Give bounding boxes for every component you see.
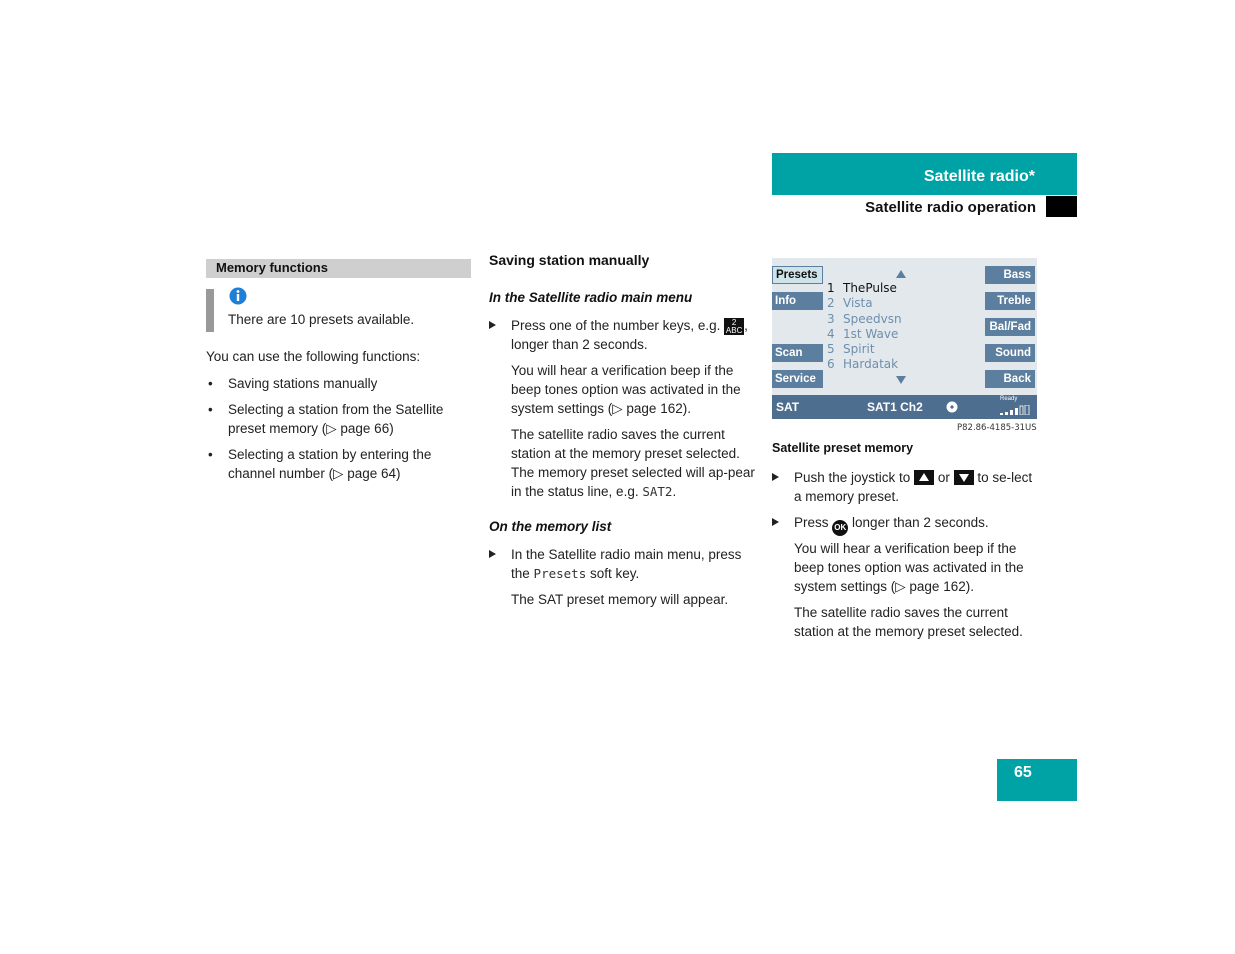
service-softkey[interactable]: Service	[772, 370, 823, 388]
page-number: 65	[1014, 764, 1032, 781]
preset-item[interactable]: 1 ThePulse	[827, 281, 897, 295]
joystick-down-icon	[954, 470, 974, 485]
status-channel: SAT1 Ch2	[867, 400, 923, 414]
info-note: There are 10 presets available.	[228, 312, 415, 327]
ok-button-icon: OK	[832, 520, 848, 536]
step-arrow-icon	[489, 550, 496, 558]
bullet-item: • Saving stations manually	[208, 376, 378, 391]
memory-functions-heading	[206, 259, 471, 278]
step-arrow-icon	[489, 321, 496, 329]
chapter-header	[772, 153, 1077, 195]
bullet-item: • Selecting a station by entering the channel number (▷ page 64)	[208, 447, 432, 481]
info-icon	[229, 287, 247, 305]
sat-preset-screen	[772, 258, 1037, 419]
disc-icon	[946, 401, 958, 413]
sound-softkey[interactable]: Sound	[985, 344, 1035, 362]
number-key-2-icon: 2 ABC	[725, 318, 743, 335]
saves-station-text: The satellite radio saves the current station at the memory preset selected. The memory preset selected will ap-pear in the status line, e.g. SAT2.	[511, 427, 755, 499]
status-band: SAT	[776, 400, 800, 414]
step-push-joystick: Push the joystick to or to se-lect a memory preset.	[772, 468, 1042, 508]
verification-beep-text: You will hear a verification beep if the beep tones option was activated in the system settings (▷ page 162).	[511, 363, 741, 416]
saves-station-text-2: The satellite radio saves the current station at the memory preset selected.	[794, 605, 1023, 639]
section-marker	[1046, 196, 1077, 217]
preset-item[interactable]: 2 Vista	[827, 296, 873, 310]
step-arrow-icon	[772, 518, 779, 526]
figure-caption: Satellite preset memory	[772, 441, 914, 455]
presets-softkey[interactable]: Presets	[772, 266, 823, 284]
preset-item[interactable]: 5 Spirit	[827, 342, 875, 356]
memory-appears-text: The SAT preset memory will appear.	[511, 592, 729, 607]
joystick-up-icon	[914, 470, 934, 485]
bass-softkey[interactable]: Bass	[985, 266, 1035, 284]
saving-heading: Saving station manually	[489, 252, 650, 268]
step-press-presets: In the Satellite radio main menu, press the Presets soft key.	[489, 545, 759, 585]
signal-strength-icon	[1000, 405, 1032, 415]
intro-text: You can use the following functions:	[206, 349, 421, 364]
step-press-number-key: Press one of the number keys, e.g. 2 ABC , longer than 2 seconds.	[489, 316, 759, 356]
verification-beep-text-2: You will hear a verification beep if the beep tones option was activated in the system settings (▷ page 162).	[794, 541, 1024, 594]
subheading-main-menu: In the Satellite radio main menu	[489, 290, 693, 305]
balfad-softkey[interactable]: Bal/Fad	[985, 318, 1035, 336]
scroll-up-icon[interactable]	[896, 270, 906, 278]
preset-item[interactable]: 4 1st Wave	[827, 327, 899, 341]
info-sidebar	[206, 289, 214, 332]
info-softkey[interactable]: Info	[772, 292, 823, 310]
status-line	[772, 395, 1037, 419]
step-press-ok: Press OK longer than 2 seconds.	[772, 513, 1042, 533]
heading-text: Memory functions	[216, 260, 328, 275]
bullet-item: • Selecting a station from the Satellite preset memory (▷ page 66)	[208, 402, 444, 436]
scan-softkey[interactable]: Scan	[772, 344, 823, 362]
step-arrow-icon	[772, 473, 779, 481]
subheading-memory-list: On the memory list	[489, 519, 612, 534]
back-softkey[interactable]: Back	[985, 370, 1035, 388]
chapter-title: Satellite radio*	[923, 168, 1035, 185]
scroll-down-icon[interactable]	[896, 376, 906, 384]
section-title: Satellite radio operation	[865, 199, 1036, 216]
status-ready: Ready	[1000, 396, 1018, 402]
page-number-box	[997, 759, 1077, 801]
preset-item[interactable]: 3 Speedvsn	[827, 312, 902, 326]
figure-code: P82.86-4185-31US	[957, 423, 1037, 433]
preset-item[interactable]: 6 Hardatak	[827, 357, 899, 371]
treble-softkey[interactable]: Treble	[985, 292, 1035, 310]
